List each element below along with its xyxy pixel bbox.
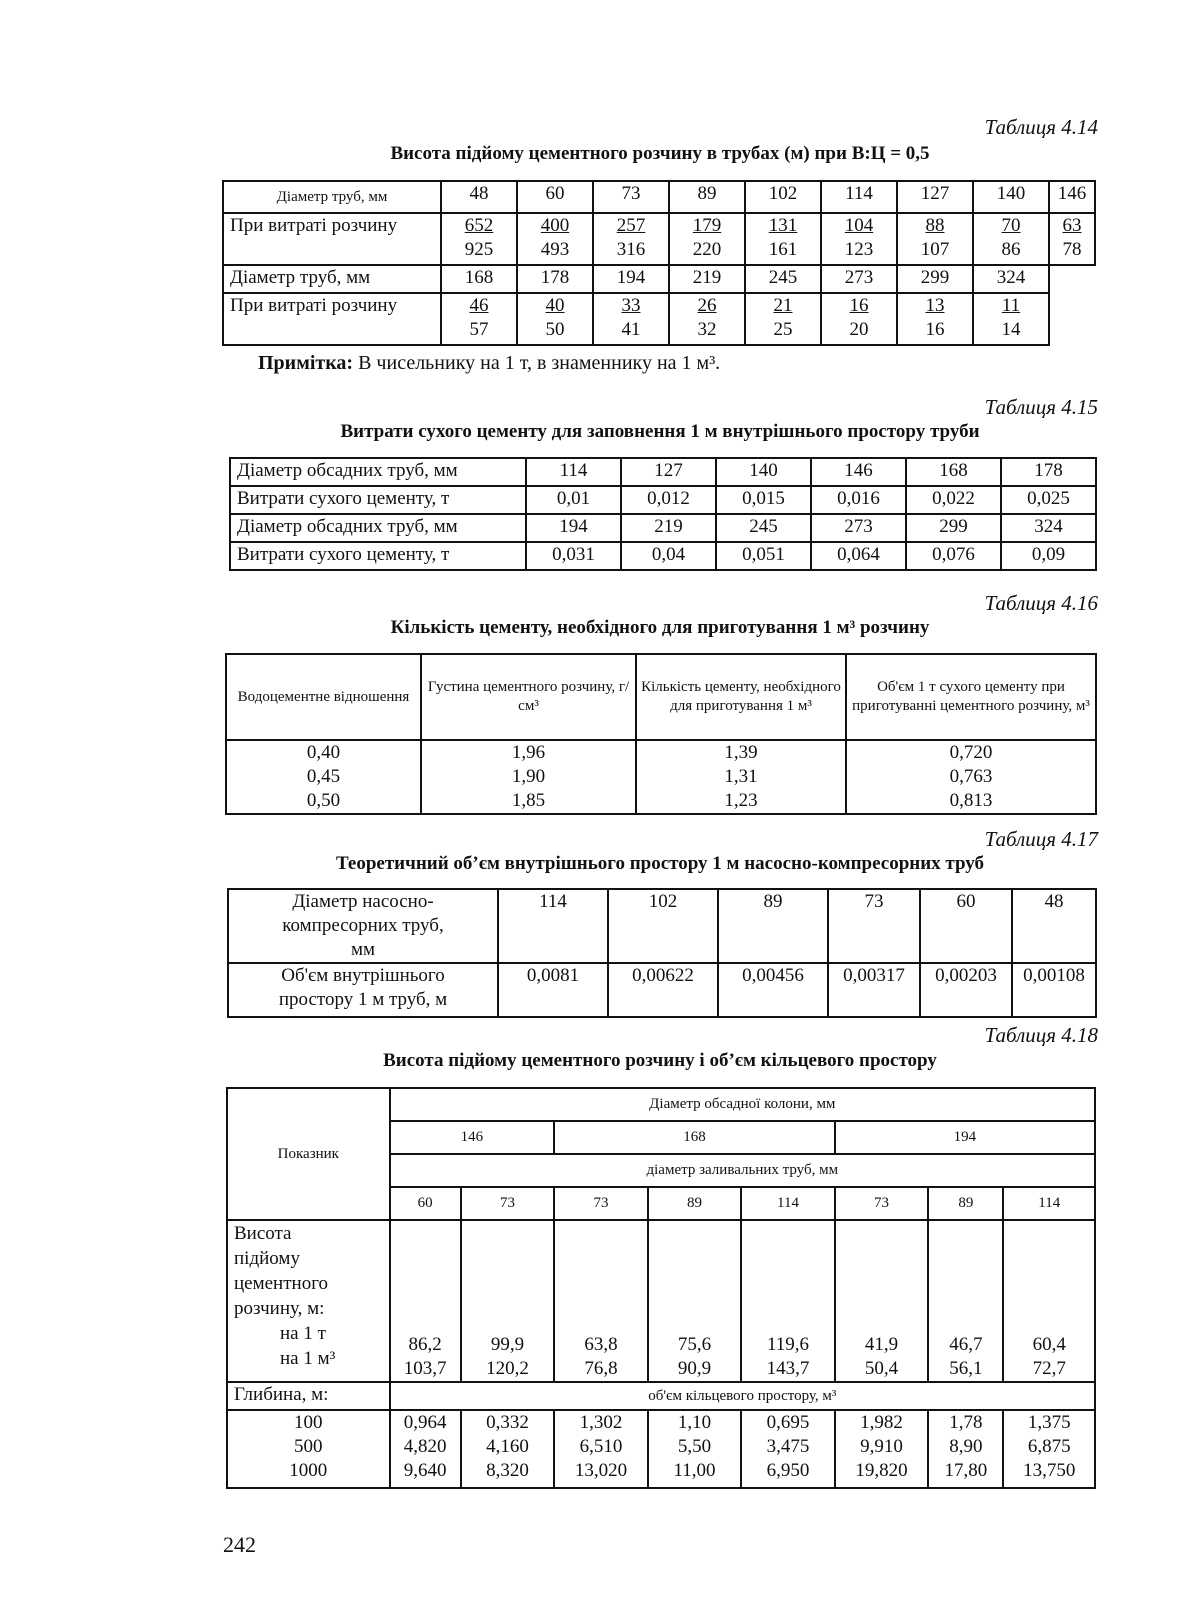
table-4-16-title: Кількість цементу, необхідного для приготування 1 м³ розчину bbox=[390, 617, 930, 638]
t415-cell: 219 bbox=[621, 514, 716, 542]
t418-fill-diam: 114 bbox=[741, 1187, 835, 1220]
t414-r4-den: 20 bbox=[849, 319, 869, 340]
t414-r3-c: 245 bbox=[745, 265, 821, 293]
t414-r2-den: 123 bbox=[844, 239, 874, 260]
t414-r1-c: 48 bbox=[441, 181, 517, 213]
t414-r1-c: 73 bbox=[593, 181, 669, 213]
t417-cell: 114 bbox=[498, 889, 608, 963]
t418-volume: 1,78 bbox=[949, 1412, 983, 1433]
t416-cell: 1,96 bbox=[511, 742, 546, 763]
t415-cell: 0,022 bbox=[906, 486, 1001, 514]
t418-volume: 6,875 bbox=[1027, 1436, 1071, 1457]
t414-r4-den: 16 bbox=[925, 319, 945, 340]
t418-height-label: Висота підйому цементного розчину, м: bbox=[234, 1223, 329, 1319]
t418-volume: 5,50 bbox=[677, 1436, 712, 1457]
t414-r4-num: 13 bbox=[925, 295, 945, 316]
table-4-18-caption: Таблиця 4.18 bbox=[984, 1023, 1098, 1047]
t418-volume: 4,160 bbox=[486, 1436, 529, 1457]
t414-r1-c: 114 bbox=[821, 181, 897, 213]
t415-cell: 127 bbox=[621, 458, 716, 486]
t418-fill-diam: 89 bbox=[648, 1187, 742, 1220]
t414-r4-num: 26 bbox=[697, 295, 717, 316]
t414-r2-num: 88 bbox=[925, 215, 945, 236]
t414-r2-num: 257 bbox=[616, 215, 646, 236]
t414-r1-c: 127 bbox=[897, 181, 973, 213]
t416-cell: 1,23 bbox=[724, 790, 758, 811]
t414-r2-den: 925 bbox=[464, 239, 494, 260]
t418-height-t: 63,8 bbox=[584, 1334, 618, 1355]
t414-r4-den: 32 bbox=[697, 319, 717, 340]
t418-volume: 13,750 bbox=[1023, 1460, 1076, 1481]
t418-height-m3: 103,7 bbox=[403, 1358, 447, 1379]
t418-volume: 13,020 bbox=[574, 1460, 628, 1481]
t414-r2-num: 131 bbox=[768, 215, 798, 236]
t416-cell: 0,50 bbox=[306, 790, 341, 811]
table-4-18-title: Висота підйому цементного розчину і об’єм кільцевого простору bbox=[383, 1050, 937, 1071]
t414-r2-label: При витраті розчину bbox=[223, 213, 441, 265]
t416-cell: 0,720 bbox=[949, 742, 993, 763]
table-4-14 bbox=[222, 180, 1096, 346]
t414-r4-den: 50 bbox=[545, 319, 565, 340]
t415-cell: 140 bbox=[716, 458, 811, 486]
t415-cell: 146 bbox=[811, 458, 906, 486]
t415-row-label: Витрати сухого цементу, т bbox=[230, 486, 526, 514]
t414-r4-den: 41 bbox=[621, 319, 641, 340]
t418-casing: 194 bbox=[835, 1121, 1095, 1154]
t415-cell: 0,025 bbox=[1001, 486, 1096, 514]
t418-volume: 0,964 bbox=[403, 1412, 447, 1433]
t418-volume: 11,00 bbox=[673, 1460, 716, 1481]
t418-depth: 1000 bbox=[289, 1460, 328, 1481]
table-4-17-caption: Таблиця 4.17 bbox=[984, 827, 1098, 851]
t418-fill-diam: 60 bbox=[390, 1187, 461, 1220]
t418-indicator: Показник bbox=[227, 1088, 390, 1220]
t418-depth: 500 bbox=[294, 1436, 323, 1457]
note-text: В чисельнику на 1 т, в знаменнику на 1 м³. bbox=[358, 352, 721, 374]
t418-casing: 168 bbox=[554, 1121, 835, 1154]
t414-r2-den: 316 bbox=[616, 239, 646, 260]
table-4-16 bbox=[225, 653, 1097, 815]
table-4-17-title: Теоретичний об’єм внутрішнього простору 1 м насосно-компресорних труб bbox=[335, 853, 985, 874]
t417-cell: 0,00622 bbox=[608, 963, 718, 1017]
t414-r3-label: Діаметр труб, мм bbox=[223, 265, 441, 293]
t415-cell: 0,09 bbox=[1001, 542, 1096, 570]
t414-r1-c: 140 bbox=[973, 181, 1049, 213]
t414-r4-num: 11 bbox=[1001, 295, 1021, 316]
t418-height-t: 60,4 bbox=[1032, 1334, 1066, 1355]
t418-height-m3: 90,9 bbox=[677, 1358, 712, 1379]
t414-r1-c: 102 bbox=[745, 181, 821, 213]
t415-cell: 0,04 bbox=[621, 542, 716, 570]
t418-height-m3: 56,1 bbox=[949, 1358, 983, 1379]
t414-r4-label: При витраті розчину bbox=[223, 293, 441, 345]
t415-cell: 273 bbox=[811, 514, 906, 542]
t416-cell: 1,39 bbox=[724, 742, 758, 763]
t418-volume: 19,820 bbox=[855, 1460, 908, 1481]
t418-height-t: 75,6 bbox=[677, 1334, 712, 1355]
t417-cell: 60 bbox=[920, 889, 1012, 963]
t414-r2-num: 179 bbox=[692, 215, 722, 236]
table-4-18 bbox=[226, 1087, 1096, 1489]
t414-r2-num: 63 bbox=[1062, 215, 1082, 236]
t414-r3-c: 273 bbox=[821, 265, 897, 293]
t414-r2-num: 652 bbox=[464, 215, 494, 236]
t415-cell: 245 bbox=[716, 514, 811, 542]
table-4-15-title: Витрати сухого цементу для заповнення 1 м внутрішнього простору труби bbox=[340, 421, 980, 442]
t416-cell: 0,763 bbox=[949, 766, 993, 787]
t415-row-label: Діаметр обсадних труб, мм bbox=[230, 514, 526, 542]
t418-height-t: 86,2 bbox=[408, 1334, 442, 1355]
t414-r1-label: Діаметр труб, мм bbox=[223, 181, 441, 213]
t415-cell: 0,016 bbox=[811, 486, 906, 514]
t414-r2-num: 400 bbox=[540, 215, 570, 236]
t414-r2-den: 86 bbox=[1001, 239, 1021, 260]
t414-r2-den: 107 bbox=[920, 239, 950, 260]
t415-row-label: Витрати сухого цементу, т bbox=[230, 542, 526, 570]
t414-r2-den: 78 bbox=[1062, 239, 1082, 260]
t418-volume: 0,695 bbox=[766, 1412, 810, 1433]
t416-cell: 1,31 bbox=[724, 766, 758, 787]
t416-header: Водоцементне відношення bbox=[226, 654, 421, 740]
t418-fill-diam: 114 bbox=[1003, 1187, 1095, 1220]
t418-height-t: 99,9 bbox=[490, 1334, 525, 1355]
table-4-15-caption: Таблиця 4.15 bbox=[984, 395, 1098, 419]
t418-fill-diam: 73 bbox=[461, 1187, 555, 1220]
t418-annulus-header: об'єм кільцевого простору, м³ bbox=[390, 1382, 1095, 1410]
page-number: 242 bbox=[223, 1532, 256, 1557]
table-4-15 bbox=[229, 457, 1097, 571]
t416-header: Густина цементного розчину, г/см³ bbox=[421, 654, 636, 740]
t416-cell: 0,40 bbox=[306, 742, 341, 763]
t418-volume: 6,510 bbox=[579, 1436, 623, 1457]
t415-cell: 0,012 bbox=[621, 486, 716, 514]
t417-cell: 89 bbox=[718, 889, 828, 963]
t414-r3-c: 219 bbox=[669, 265, 745, 293]
t418-volume: 9,910 bbox=[860, 1436, 903, 1457]
t417-cell: 0,00108 bbox=[1012, 963, 1096, 1017]
t415-cell: 0,031 bbox=[526, 542, 621, 570]
table-4-14-title: Висота підйому цементного розчину в трубах (м) при В:Ц = 0,5 bbox=[390, 143, 930, 164]
t417-cell: 0,00456 bbox=[718, 963, 828, 1017]
table-4-14-note bbox=[258, 352, 720, 375]
t418-volume: 8,320 bbox=[486, 1460, 529, 1481]
t414-r4-den: 25 bbox=[773, 319, 793, 340]
t418-volume: 0,332 bbox=[486, 1412, 529, 1433]
t414-r3-c: 194 bbox=[593, 265, 669, 293]
t418-height-m3: 76,8 bbox=[584, 1358, 618, 1379]
t418-fill-diam: 73 bbox=[835, 1187, 929, 1220]
t418-height-t: 46,7 bbox=[949, 1334, 983, 1355]
t414-r3-c: 299 bbox=[897, 265, 973, 293]
table-4-17 bbox=[227, 888, 1097, 1018]
t414-r4-num: 33 bbox=[621, 295, 641, 316]
table-4-16-caption: Таблиця 4.16 bbox=[984, 591, 1098, 615]
t418-volume: 17,80 bbox=[944, 1460, 988, 1481]
t414-r2-den: 161 bbox=[768, 239, 798, 260]
t418-volume: 1,982 bbox=[860, 1412, 903, 1433]
t414-r1-c: 146 bbox=[1049, 181, 1095, 213]
t418-height-m3: 50,4 bbox=[864, 1358, 899, 1379]
t418-volume: 1,302 bbox=[579, 1412, 623, 1433]
t414-r4-num: 46 bbox=[469, 295, 489, 316]
t418-height-t: 119,6 bbox=[766, 1334, 810, 1355]
t416-header: Кількість цементу, необхідного для приготування 1 м³ bbox=[636, 654, 846, 740]
t414-r4-num: 21 bbox=[773, 295, 793, 316]
t418-volume: 6,950 bbox=[766, 1460, 810, 1481]
t417-cell: 0,0081 bbox=[498, 963, 608, 1017]
t414-r4-num: 16 bbox=[849, 295, 869, 316]
t414-r3-c: 178 bbox=[517, 265, 593, 293]
note-label: Примітка: bbox=[258, 352, 354, 374]
t418-volume: 1,375 bbox=[1027, 1412, 1071, 1433]
t414-r2-num: 70 bbox=[1001, 215, 1021, 236]
t417-cell: 48 bbox=[1012, 889, 1096, 963]
t418-depth-label: Глибина, м: bbox=[227, 1382, 390, 1410]
t418-casing-header: Діаметр обсадної колони, мм bbox=[390, 1088, 1095, 1121]
t414-r1-c: 89 bbox=[669, 181, 745, 213]
t418-fill-diam: 89 bbox=[928, 1187, 1003, 1220]
t415-row-label: Діаметр обсадних труб, мм bbox=[230, 458, 526, 486]
table-4-14-caption: Таблиця 4.14 bbox=[984, 115, 1098, 139]
t417-r2-label: Об'єм внутрішнього простору 1 м труб, м bbox=[228, 963, 498, 1017]
t415-cell: 0,051 bbox=[716, 542, 811, 570]
t415-cell: 299 bbox=[906, 514, 1001, 542]
t415-cell: 324 bbox=[1001, 514, 1096, 542]
t418-height-m3: 120,2 bbox=[486, 1358, 529, 1379]
t418-height-m3: 72,7 bbox=[1032, 1358, 1066, 1379]
t414-r4-num: 40 bbox=[545, 295, 565, 316]
t416-header: Об'єм 1 т сухого цементу при приготуванні цементного розчину, м³ bbox=[846, 654, 1096, 740]
t418-fill-header: діаметр заливальних труб, мм bbox=[390, 1154, 1095, 1187]
t417-cell: 102 bbox=[608, 889, 718, 963]
t416-cell: 0,45 bbox=[306, 766, 341, 787]
t415-cell: 168 bbox=[906, 458, 1001, 486]
t414-r4-den: 14 bbox=[1001, 319, 1021, 340]
t418-volume: 9,640 bbox=[403, 1460, 447, 1481]
t418-depth: 100 bbox=[294, 1412, 323, 1433]
t416-cell: 1,90 bbox=[511, 766, 546, 787]
t418-volume: 3,475 bbox=[766, 1436, 810, 1457]
t418-height-m3: 143,7 bbox=[766, 1358, 810, 1379]
t415-cell: 0,076 bbox=[906, 542, 1001, 570]
t417-cell: 0,00317 bbox=[828, 963, 920, 1017]
t418-volume: 4,820 bbox=[403, 1436, 447, 1457]
t414-r2-num: 104 bbox=[844, 215, 874, 236]
t418-per-t: на 1 т bbox=[280, 1323, 326, 1344]
t418-casing: 146 bbox=[390, 1121, 555, 1154]
t418-height-t: 41,9 bbox=[864, 1334, 899, 1355]
t414-r1-c: 60 bbox=[517, 181, 593, 213]
t417-cell: 73 bbox=[828, 889, 920, 963]
t418-fill-diam: 73 bbox=[554, 1187, 648, 1220]
t418-volume: 1,10 bbox=[677, 1412, 712, 1433]
t415-cell: 0,015 bbox=[716, 486, 811, 514]
t414-r3-c: 324 bbox=[973, 265, 1049, 293]
t414-r2-den: 220 bbox=[692, 239, 722, 260]
t414-r4-den: 57 bbox=[469, 319, 489, 340]
t416-cell: 0,813 bbox=[949, 790, 993, 811]
t415-cell: 178 bbox=[1001, 458, 1096, 486]
t415-cell: 0,01 bbox=[526, 486, 621, 514]
t415-cell: 194 bbox=[526, 514, 621, 542]
t415-cell: 0,064 bbox=[811, 542, 906, 570]
t415-cell: 114 bbox=[526, 458, 621, 486]
t418-per-m3: на 1 м³ bbox=[280, 1348, 336, 1369]
t417-cell: 0,00203 bbox=[920, 963, 1012, 1017]
t416-cell: 1,85 bbox=[511, 790, 546, 811]
t414-r2-den: 493 bbox=[540, 239, 570, 260]
t414-r3-c: 168 bbox=[441, 265, 517, 293]
t417-r1-label: Діаметр насосно-компресорних труб, мм bbox=[228, 889, 498, 963]
t418-volume: 8,90 bbox=[949, 1436, 983, 1457]
